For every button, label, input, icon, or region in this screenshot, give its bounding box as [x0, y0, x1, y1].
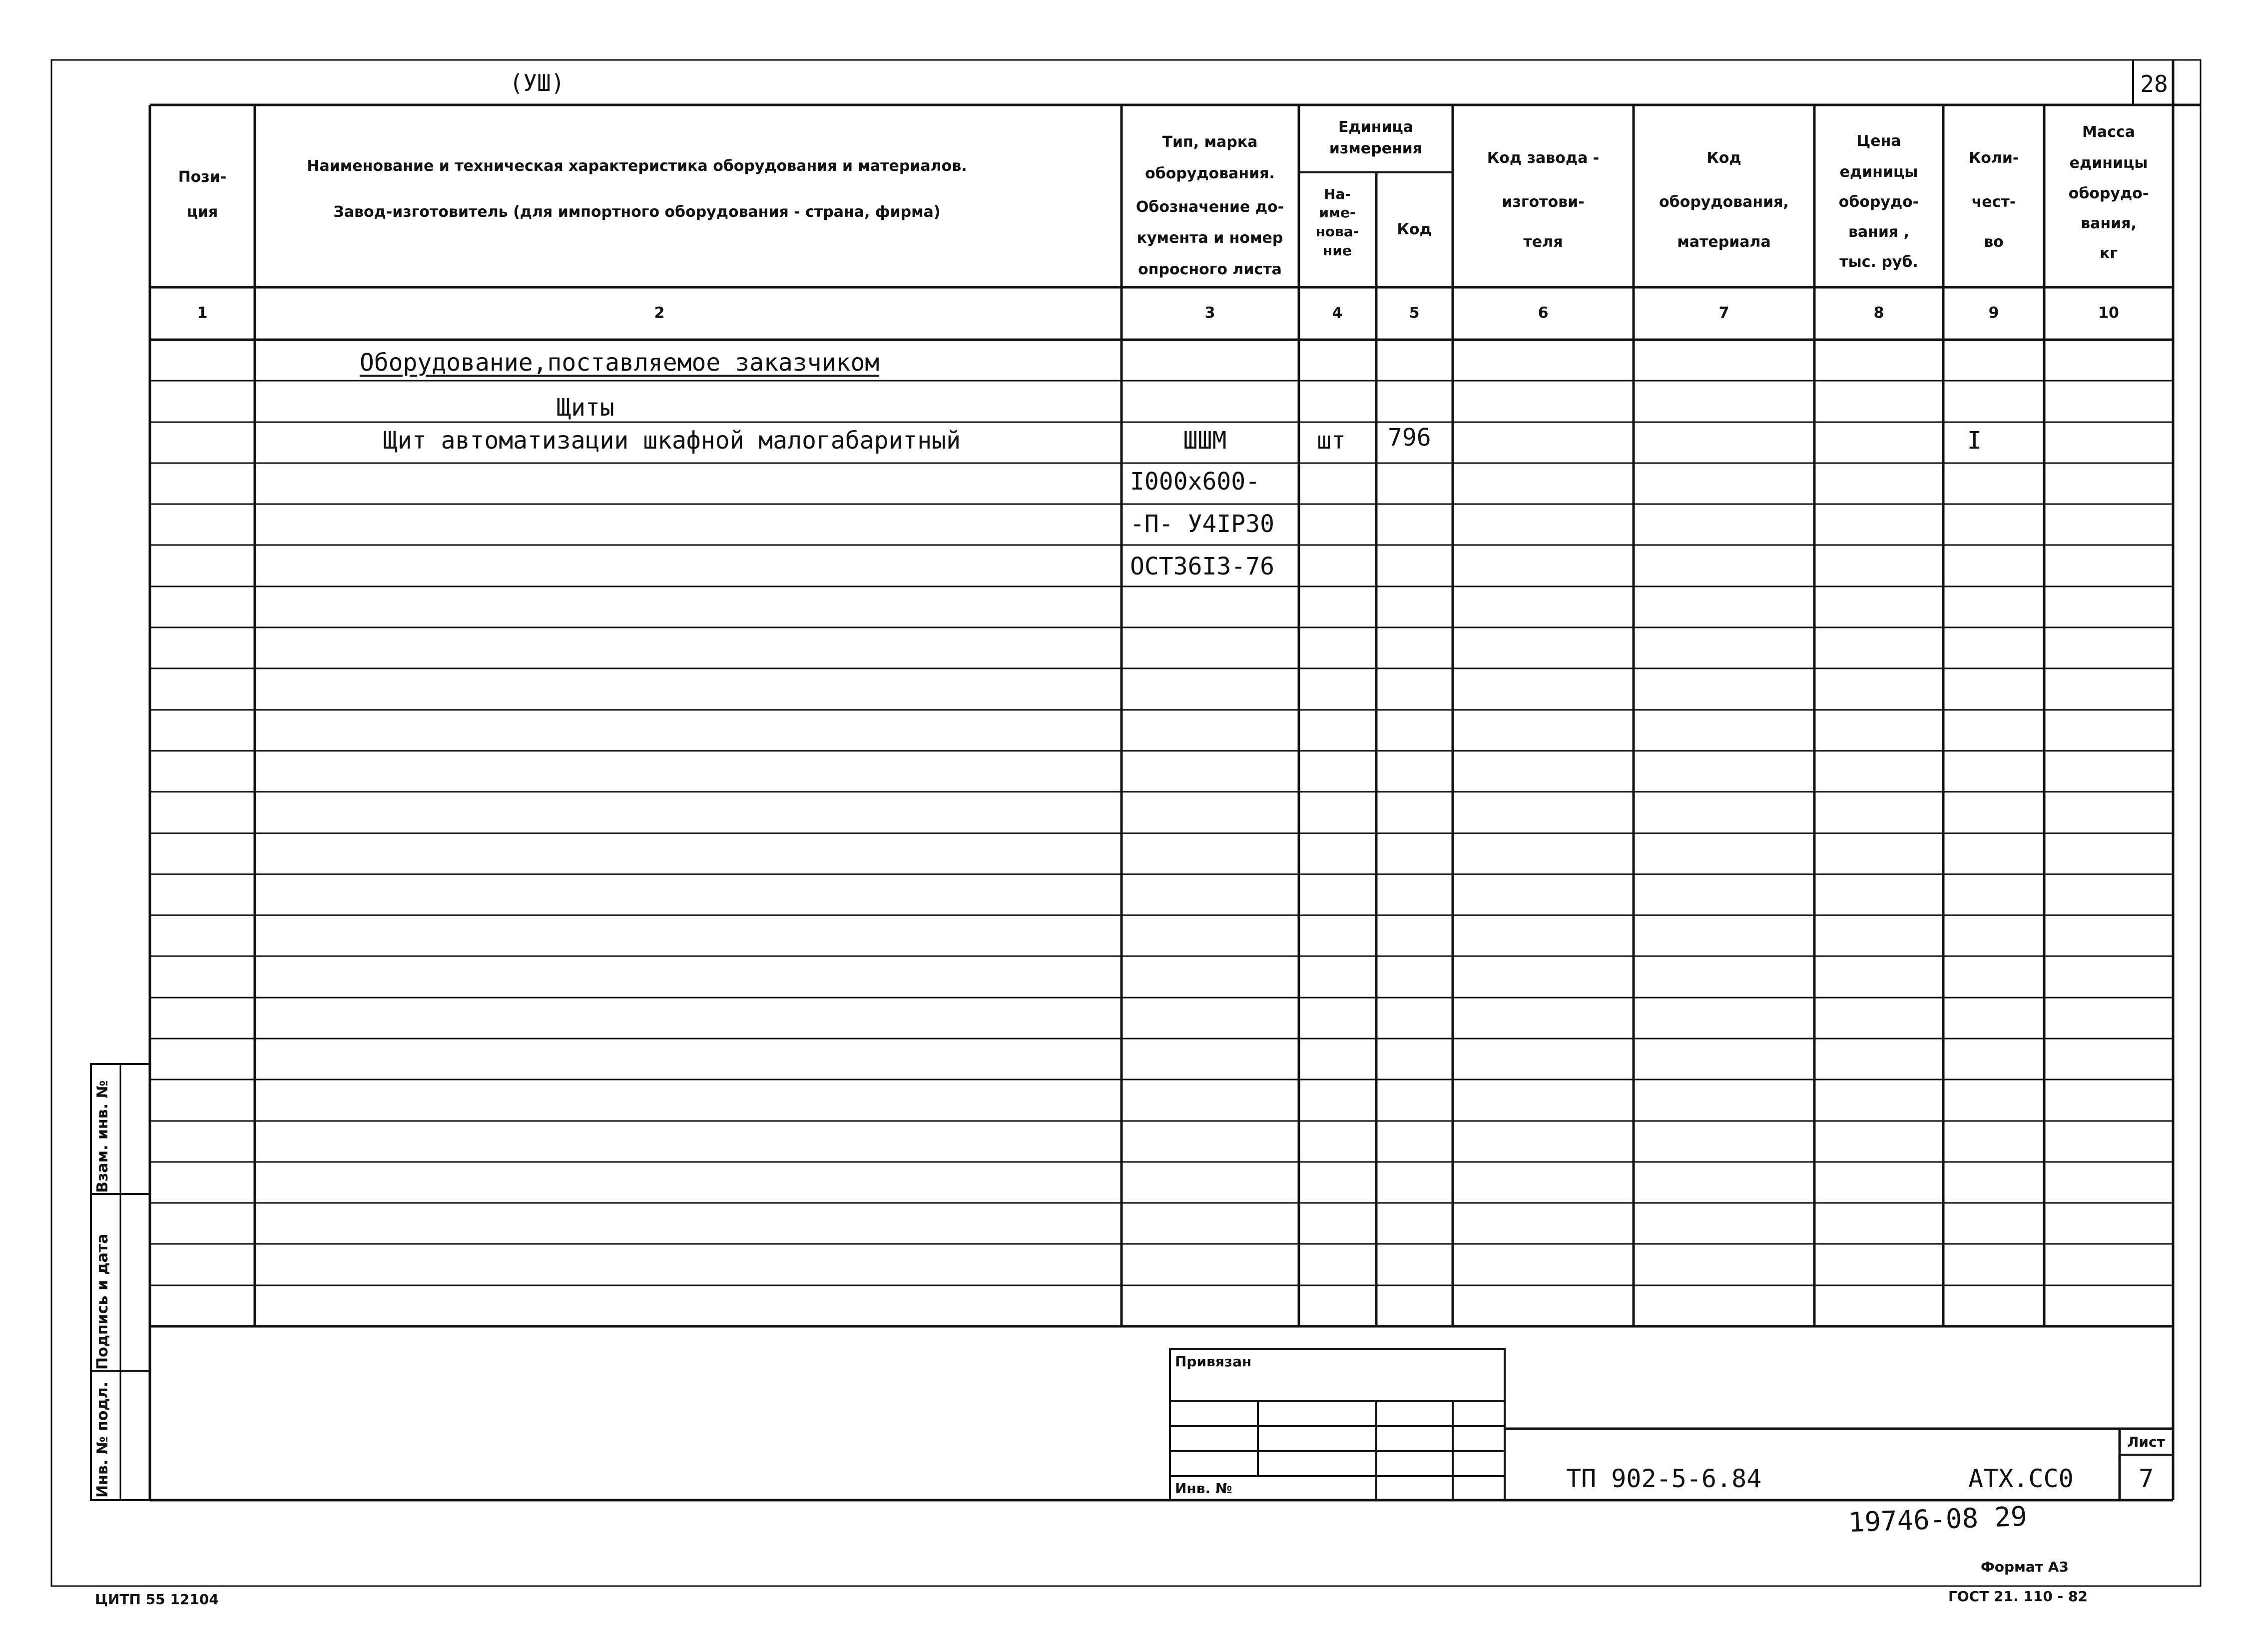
stamp-signature-date-label: Подпись и дата: [94, 1233, 111, 1370]
handwritten-archive-number: 19746-08 29: [1847, 1500, 2028, 1539]
column-number: 2: [654, 304, 665, 322]
header-unit-group-line2: измерения: [1329, 140, 1423, 157]
header-position-line2: ция: [186, 203, 218, 221]
column-number: 1: [197, 304, 208, 322]
table-row-item-unit-code: 796: [1388, 424, 1431, 452]
header-factory-code-line3: теля: [1523, 233, 1563, 251]
footer-print-code: ЦИТП 55 12104: [95, 1591, 219, 1608]
header-price-line1: Цена: [1856, 132, 1901, 150]
column-number: 4: [1332, 304, 1343, 322]
table-row-type-continued: I000х600-: [1130, 468, 1260, 496]
column-number: 5: [1409, 304, 1420, 322]
title-block-inventory-label: Инв. №: [1175, 1480, 1232, 1497]
header-unit-name-line3: нова-: [1315, 223, 1359, 240]
column-number: 9: [1988, 304, 1999, 322]
header-mass-line4: вания,: [2081, 215, 2137, 232]
header-unit-group-line1: Единица: [1338, 118, 1413, 136]
header-unit-name-line2: име-: [1319, 204, 1356, 221]
header-mass-line2: единицы: [2069, 154, 2148, 172]
sheet-section-label: (УШ): [509, 69, 565, 96]
stamp-original-inventory-label: Инв. № подл.: [94, 1381, 111, 1498]
title-block-sheet-label: Лист: [2127, 1434, 2165, 1450]
column-number: 7: [1718, 304, 1729, 322]
header-type-line5: опросного листа: [1138, 261, 1282, 278]
stamp-replacement-inventory-label: Взам. инв. №: [94, 1080, 111, 1193]
header-price-line3: оборудо-: [1838, 193, 1919, 211]
header-factory-code-line2: изготови-: [1502, 193, 1585, 211]
title-block-mark: АТХ.СС0: [1968, 1464, 2074, 1493]
table-row-item-name: Щит автоматизации шкафной малогабаритный: [383, 427, 961, 455]
table-row-item-unit: шт: [1317, 427, 1346, 455]
header-equipment-code-line3: материала: [1677, 233, 1771, 251]
corner-page-number: 28: [2140, 70, 2168, 97]
header-mass-line1: Масса: [2082, 123, 2135, 141]
header-position-line1: Пози-: [178, 168, 227, 186]
header-type-line3: Обозначение до-: [1135, 198, 1284, 216]
column-number: 3: [1204, 304, 1215, 322]
header-price-line2: единицы: [1839, 163, 1918, 181]
title-block-linked-label: Привязан: [1175, 1353, 1252, 1370]
table-row-item-quantity: I: [1967, 427, 1982, 455]
footer-gost-standard: ГОСТ 21. 110 - 82: [1948, 1588, 2088, 1605]
header-quantity-line1: Коли-: [1968, 149, 2019, 167]
header-price-line5: тыс. руб.: [1839, 253, 1918, 271]
header-mass-line3: оборудо-: [2068, 185, 2149, 202]
header-quantity-line3: во: [1984, 233, 2004, 251]
subsection-heading-panels: Щиты: [557, 394, 614, 422]
header-name-line2: Завод-изготовитель (для импортного оборудования - страна, фирма): [333, 203, 941, 221]
header-price-line4: вания ,: [1848, 223, 1910, 241]
table-row-type-standard: ОСТ36I3-76: [1130, 552, 1274, 580]
header-factory-code-line1: Код завода -: [1487, 149, 1600, 167]
header-name-line1: Наименование и техническая характеристика оборудования и материалов.: [307, 157, 967, 175]
header-equipment-code-line1: Код: [1706, 149, 1741, 167]
table-row-item-type: ШШМ: [1183, 427, 1227, 455]
header-equipment-code-line2: оборудования,: [1659, 193, 1789, 211]
column-number: 8: [1873, 304, 1884, 322]
table-row-type-continued: -П- У4IР30: [1130, 510, 1274, 538]
column-number: 10: [2098, 304, 2119, 322]
header-mass-line5: кг: [2099, 245, 2118, 262]
title-block-sheet-number: 7: [2138, 1464, 2154, 1493]
header-type-line1: Тип, марка: [1162, 133, 1258, 151]
header-unit-name-line4: ние: [1323, 242, 1352, 259]
footer-format: Формат А3: [1981, 1559, 2069, 1575]
title-block-document-code: ТП 902-5-6.84: [1566, 1464, 1762, 1493]
header-type-line4: кумента и номер: [1136, 229, 1283, 247]
header-unit-name-line1: На-: [1324, 186, 1351, 202]
header-type-line2: оборудования.: [1145, 165, 1275, 182]
column-number: 6: [1538, 304, 1549, 322]
section-heading-customer-equipment: Оборудование,поставляемое заказчиком: [359, 349, 880, 377]
header-unit-code: Код: [1397, 221, 1432, 238]
header-quantity-line2: чест-: [1971, 193, 2016, 211]
